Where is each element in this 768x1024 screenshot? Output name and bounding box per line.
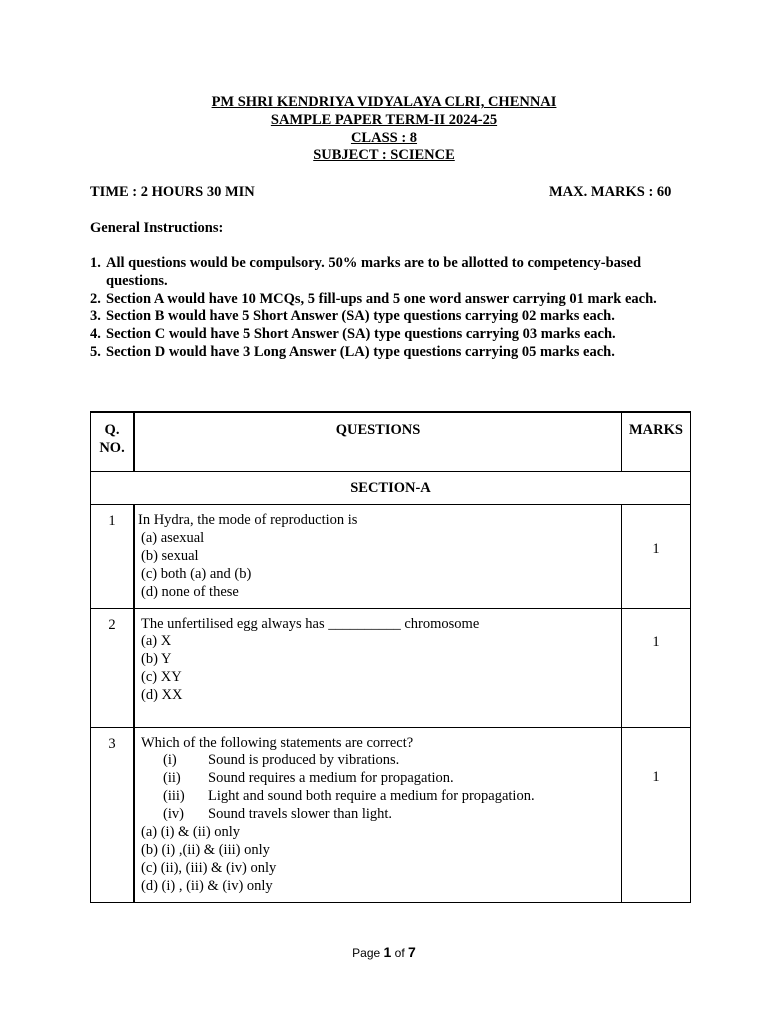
- question-text: The unfertilised egg always has __________ chromosome: [141, 615, 480, 632]
- instruction-item: 3. Section B would have 5 Short Answer (SA) type questions carrying 02 marks each.: [90, 308, 615, 325]
- option: (d) XX: [141, 687, 183, 704]
- statement: (ii) Sound requires a medium for propagation.: [163, 770, 454, 787]
- questions-table: [90, 411, 691, 903]
- instructions-list: [90, 255, 690, 362]
- option: (b) sexual: [141, 547, 199, 564]
- question-number: 2: [91, 608, 135, 727]
- instruction-item: 4. Section C would have 5 Short Answer (SA) type questions carrying 03 marks each.: [90, 326, 616, 343]
- school-name: PM SHRI KENDRIYA VIDYALAYA CLRI, CHENNAI: [211, 94, 557, 110]
- question-number: 1: [91, 505, 135, 609]
- table-header-row: [91, 412, 691, 472]
- marks-value: 1: [622, 505, 691, 609]
- instructions-title: General Instructions:: [90, 220, 224, 236]
- marks-value: 1: [622, 608, 691, 727]
- instruction-item: 5. Section D would have 3 Long Answer (LA) type questions carrying 05 marks each.: [90, 343, 615, 360]
- question-text: Which of the following statements are correct?: [141, 734, 414, 751]
- option: (c) XY: [141, 669, 182, 686]
- subject-label: SUBJECT : SCIENCE: [313, 147, 455, 163]
- question-cell: [134, 608, 622, 727]
- questions-header: QUESTIONS: [134, 412, 622, 472]
- question-text: In Hydra, the mode of reproduction is: [138, 512, 358, 528]
- option: (b) (i) ,(ii) & (iii) only: [141, 841, 270, 858]
- statement: (i) Sound is produced by vibrations.: [163, 752, 400, 769]
- paper-title: SAMPLE PAPER TERM-II 2024-25: [270, 112, 498, 128]
- statement: (iv) Sound travels slower than light.: [163, 806, 393, 823]
- option: (c) (ii), (iii) & (iv) only: [141, 859, 277, 876]
- question-number: 3: [91, 727, 135, 902]
- marks-header: MARKS: [622, 412, 691, 472]
- option: (a) (i) & (ii) only: [141, 824, 241, 841]
- max-marks-label: MAX. MARKS : 60: [549, 184, 672, 200]
- option: (d) (i) , (ii) & (iv) only: [141, 877, 273, 894]
- section-a-title: SECTION-A: [91, 472, 691, 505]
- table-row: [91, 505, 691, 609]
- time-label: TIME : 2 HOURS 30 MIN: [90, 184, 255, 200]
- marks-value: 1: [622, 727, 691, 902]
- section-row: [91, 472, 691, 505]
- option: (b) Y: [141, 651, 172, 668]
- option: (d) none of these: [141, 583, 239, 600]
- table-row: [91, 727, 691, 902]
- question-cell: [134, 505, 622, 609]
- instruction-item: 1. All questions would be compulsory. 50% marks are to be allotted to competency-based questions.: [90, 255, 642, 289]
- option: (a) X: [141, 633, 172, 650]
- instruction-item: 2. Section A would have 10 MCQs, 5 fill-ups and 5 one word answer carrying 01 mark each.: [90, 290, 657, 307]
- statement: (iii) Light and sound both require a medium for propagation.: [163, 788, 535, 805]
- question-cell: [134, 727, 622, 902]
- qno-header: Q. NO.: [91, 412, 135, 472]
- page-footer: Page 1 of 7: [352, 944, 416, 960]
- option: (a) asexual: [141, 529, 205, 546]
- option: (c) both (a) and (b): [141, 565, 252, 582]
- table-row: [91, 608, 691, 727]
- class-label: CLASS : 8: [350, 130, 418, 146]
